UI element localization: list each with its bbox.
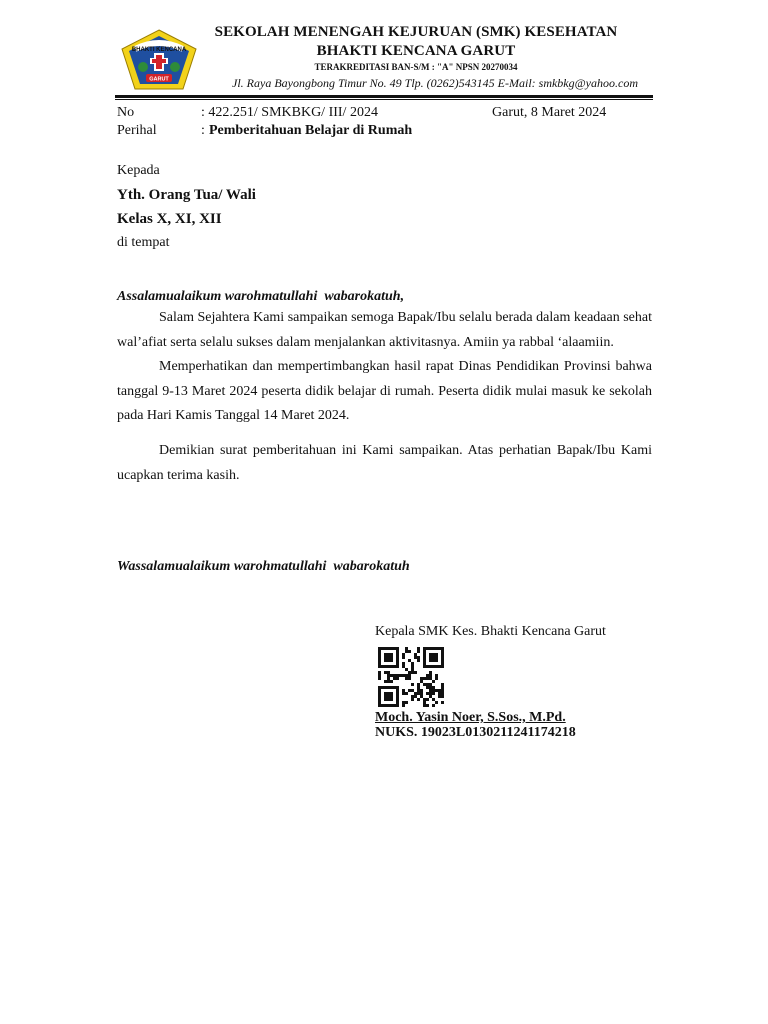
signatory-title: Kepala SMK Kes. Bhakti Kencana Garut [375,624,606,639]
recipient-line2: Kelas X, XI, XII [117,211,222,227]
subject-colon: : [201,123,209,138]
recipient-line1: Yth. Orang Tua/ Wali [117,187,256,203]
signatory-nuks: NUKS. 19023L0130211241174218 [375,725,576,740]
paragraph-3-text: Demikian surat pemberitahuan ini Kami sampaikan. Atas perhatian Bapak/Ibu Kami ucapkan terima kasih. [117,443,652,483]
school-logo [121,29,197,91]
paragraph-1 [117,306,652,355]
recipient-kepada: Kepada [117,163,160,178]
paragraph-1-text: Salam Sejahtera Kami sampaikan semoga Bapak/Ibu selalu berada dalam keadaan sehat wal’afiat serta selalu sukses dalam menjalankan aktivitasnya. Amiin ya rabbal ‘alaamiin. [117,310,652,350]
logo-text-top: BHAKTI KENCANA [131,47,187,53]
paragraph-3 [117,439,652,488]
recipient-place: di tempat [117,235,170,250]
letterhead-rule-thick [115,95,653,98]
closing-greeting: Wassalamualaikum warohmatullahi wabarokatuh [117,559,410,574]
school-name-line1: SEKOLAH MENENGAH KEJURUAN (SMK) KESEHATAN [214,24,618,40]
number-label: No [117,105,135,120]
logo-text-bottom: GARUT [149,76,169,83]
paragraph-2 [117,355,652,429]
greeting: Assalamualaikum warohmatullahi wabarokatuh, [117,289,405,304]
paragraph-2-text: Memperhatikan dan mempertimbangkan hasil rapat Dinas Pendidikan Provinsi bahwa tanggal 9-13 Maret 2024 peserta didik belajar di rumah. Peserta didik mulai masuk ke sekolah pada Hari Kamis Tanggal 14 Maret 2024. [117,359,652,423]
number-value: : 422.251/ SMKBKG/ III/ 2024 [201,105,378,120]
school-address: Jl. Raya Bayongbong Timur No. 49 Tlp. (0262)543145 E-Mail: smkbkg@yahoo.com [232,76,638,90]
letter-date: Garut, 8 Maret 2024 [492,105,607,120]
accreditation-text: TERAKREDITASI BAN-S/M : "A" NPSN 20270034 [314,62,518,72]
signatory-name: Moch. Yasin Noer, S.Sos., M.Pd. [375,710,566,725]
subject-value: Pemberitahuan Belajar di Rumah [209,123,413,138]
subject-label: Perihal [117,123,157,138]
school-name-line2: BHAKTI KENCANA GARUT [316,43,516,59]
letterhead-rule-thin [115,99,653,100]
qr-code [378,647,444,707]
